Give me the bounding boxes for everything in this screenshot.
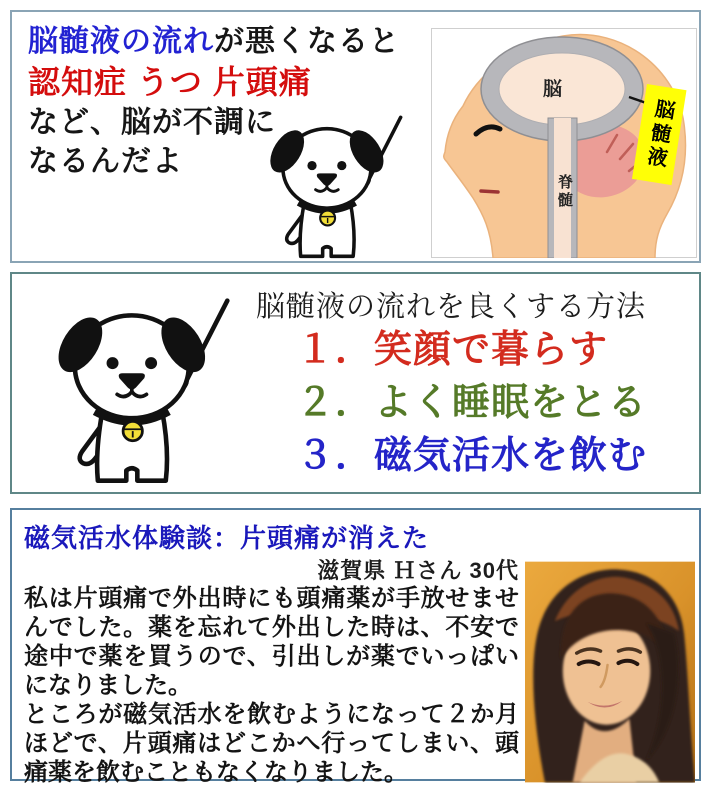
dog-mascot-illustration bbox=[256, 106, 412, 262]
brain-label: 脳 bbox=[543, 79, 563, 100]
csf-tag: 脳髄液 bbox=[632, 84, 687, 185]
csf-flow-highlight: 脳髄液の流れ bbox=[28, 25, 214, 58]
panel-cause bbox=[10, 10, 701, 263]
cause-line-4: なるんだよ bbox=[28, 145, 183, 178]
methods-list bbox=[296, 324, 647, 483]
methods-title: 脳髄液の流れを良くする方法 bbox=[256, 291, 647, 323]
symptoms-line: 認知症 うつ 片頭痛 bbox=[28, 64, 312, 100]
list-item: ２．よく睡眠をとる bbox=[296, 382, 648, 424]
list-item: １．笑顔で暮らす bbox=[296, 329, 609, 371]
mouth-line bbox=[481, 191, 498, 192]
cause-line-1-rest: が悪くなると bbox=[214, 25, 400, 58]
list-item: ３．磁気活水を飲む bbox=[296, 435, 648, 477]
testimonial-attribution: 滋賀県 Ｈさん 30代 bbox=[317, 558, 519, 583]
head-csf-diagram bbox=[431, 28, 697, 258]
testimonial-paragraph: 私は片頭痛で外出時にも頭痛薬が手放せませんでした。薬を忘れて外出した時は、不安で途中で薬を買うので、引出しが薬でいっぱいになりました。 bbox=[24, 585, 519, 699]
testimonial-photo bbox=[525, 561, 695, 783]
panel-testimonial bbox=[10, 508, 701, 786]
spine-label: 脊髄 bbox=[556, 174, 573, 210]
panel-methods bbox=[10, 272, 701, 494]
cause-line-1 bbox=[28, 22, 400, 61]
testimonial-paragraph: ところが磁気活水を飲むようになって２か月ほどで、片頭痛はどこかへ行ってしまい、頭痛薬を飲むこともなくなりました。 bbox=[24, 701, 519, 786]
testimonial-title: 磁気活水体験談：片頭痛が消えた bbox=[24, 523, 430, 553]
cause-line-3: など、脳が不調に bbox=[28, 106, 276, 139]
dog-mascot-illustration bbox=[40, 286, 242, 488]
